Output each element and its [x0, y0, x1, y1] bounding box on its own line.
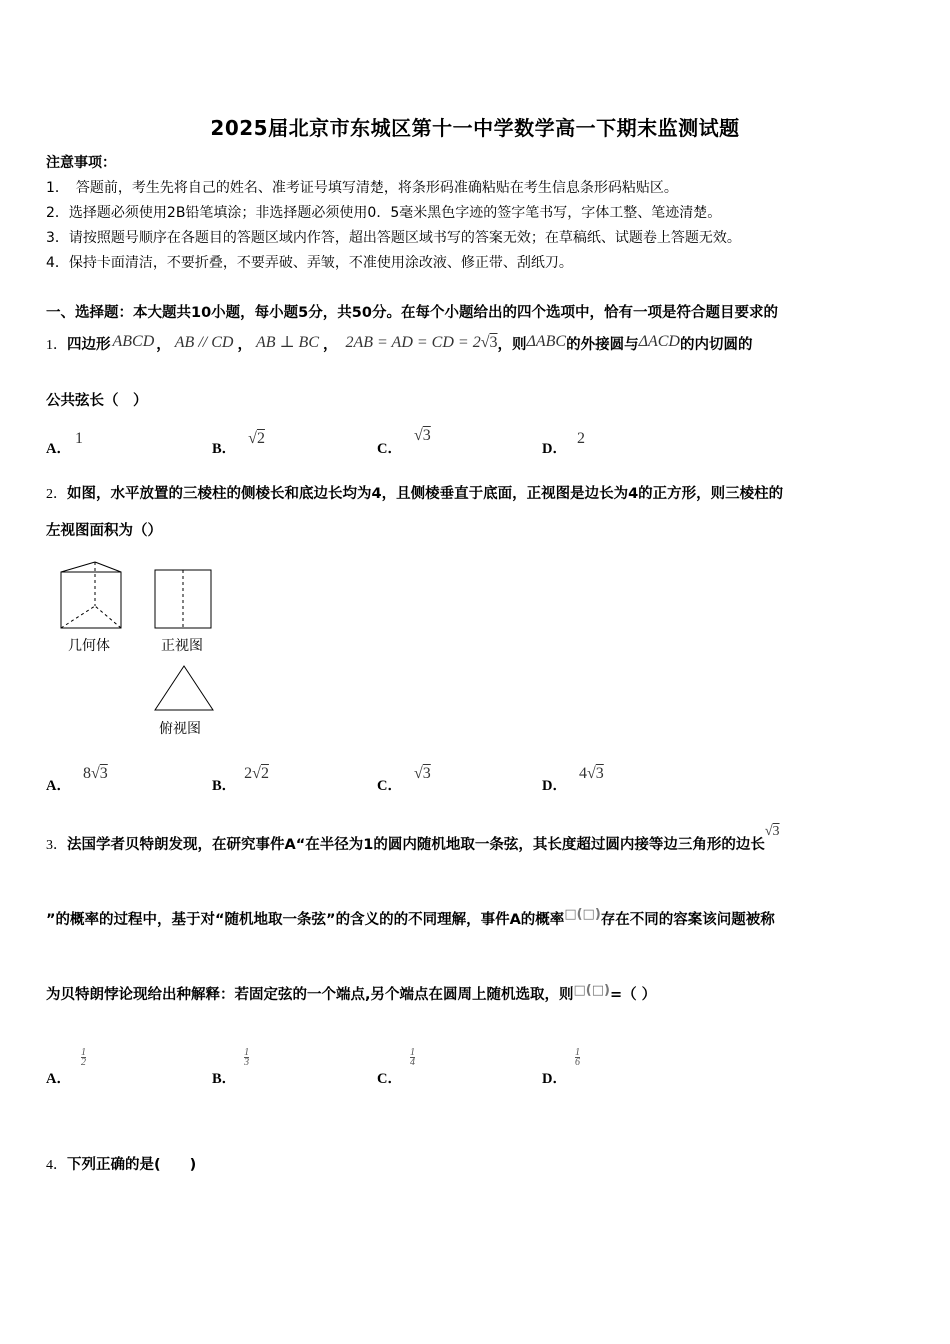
q3-option-c: C． $\frac{1}{4}$ [377, 1047, 415, 1087]
note-item-3: 3．请按照题号顺序在各题目的答题区域内作答，超出答题区域书写的答案无效；在草稿纸、试题卷上答题无效。 [46, 230, 741, 246]
page-title: 2025届北京市东城区第十一中学数学高一下期末监测试题 [210, 116, 740, 140]
q3-option-d: D． $\frac{1}{6}$ [542, 1047, 580, 1087]
q2-option-a: A．8√3 [46, 765, 108, 794]
q1-option-d: D．2 [542, 430, 585, 457]
q2-option-c: C．√3 [377, 765, 431, 794]
question-4-line-1: 4．下列正确的是( ) [46, 1157, 197, 1173]
figure-caption-solid: 几何体 [68, 638, 110, 654]
figure-caption-front: 正视图 [161, 638, 203, 654]
figure-caption-top: 俯视图 [159, 721, 201, 737]
question-4-number: 4． [46, 1158, 67, 1173]
question-3-line-2: ”的概率的过程中，基于对“随机地取一条弦”的含义的的不同理解，事件A的概率□(□)存在不同的容案该问题被称 [46, 907, 775, 928]
question-1-line-2: 公共弦长（ ） [46, 393, 148, 409]
question-3-line-3: 为贝特朗悖论现给出种解释：若固定弦的一个端点,另个端点在圆周上随机选取，则□(□)=（ ） [46, 983, 657, 1003]
question-3-line-1: 3．法国学者贝特朗发现，在研究事件A“在半径为1的圆内随机地取一条弦，其长度超过圆内接等边三角形的边长√3 [46, 824, 780, 853]
q2-option-b: B．2√2 [212, 765, 269, 794]
q3-option-a: A． $\frac{1}{2}$ [46, 1047, 86, 1087]
question-2-number: 2． [46, 487, 67, 502]
prism-drawing [61, 562, 121, 628]
question-3-number: 3． [46, 838, 67, 853]
q1-option-c: C．√3 [377, 427, 431, 457]
question-2-line-2: 左视图面积为（） [46, 523, 162, 539]
front-view-drawing [155, 570, 211, 628]
note-item-1: 1． 答题前，考生先将自己的姓名、准考证号填写清楚，将条形码准确粘贴在考生信息条形码粘贴区。 [46, 180, 678, 196]
section-heading: 一、选择题：本大题共10小题，每小题5分，共50分。在每个小题给出的四个选项中，恰有一项是符合题目要求的 [46, 305, 778, 321]
q1-option-b: B．√2 [212, 430, 265, 457]
question-2-line-1: 2．如图，水平放置的三棱柱的侧棱长和底边长均为4，且侧棱垂直于底面，正视图是边长为4的正方形，则三棱柱的 [46, 486, 784, 502]
top-view-drawing [155, 666, 213, 710]
note-item-4: 4．保持卡面清洁，不要折叠，不要弄破、弄皱，不准使用涂改液、修正带、刮纸刀。 [46, 255, 573, 271]
note-item-2: 2．选择题必须使用2B铅笔填涂；非选择题必须使用0．5毫米黑色字迹的签字笔书写，字体工整、笔迹清楚。 [46, 205, 722, 221]
q2-option-d: D．4√3 [542, 765, 604, 794]
probability-symbol: □(□) [564, 907, 601, 922]
question-1-line-1: 1．四边形 ABCD ， AB // CD ， AB ⊥ BC ， 2AB = AD = CD = 2√3，则ΔABC的外接圆与ΔACD的内切圆的 [46, 333, 753, 353]
q1-option-a: A．1 [46, 430, 83, 457]
question-1-number: 1． [46, 338, 67, 353]
probability-symbol-2: □(□) [573, 983, 610, 998]
q3-option-b: B． $\frac{1}{3}$ [212, 1047, 250, 1087]
notes-heading: 注意事项： [46, 155, 116, 171]
